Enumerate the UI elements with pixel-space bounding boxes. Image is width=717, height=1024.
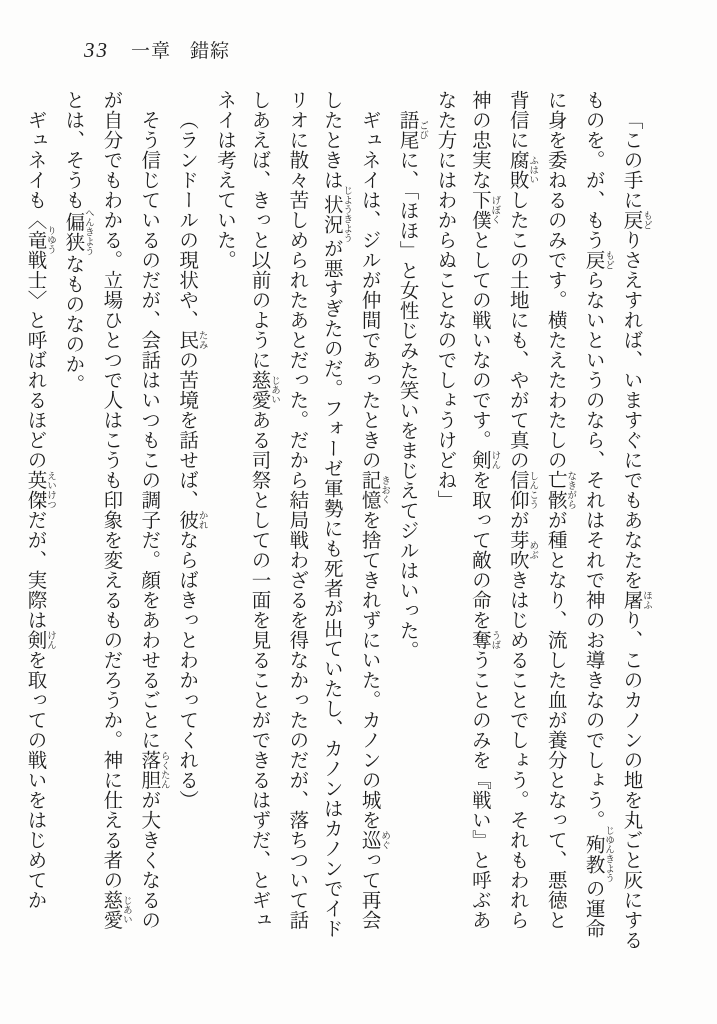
- text-line: 語尾 ごびに、「ほほ」と女性じみた笑いをまじえてジルはいった。: [396, 110, 428, 661]
- text-line: 神の忠実な下僕 げぼくとしての戦いなのです。剣 けんを取って敵の命を奪 うばうことのみを『戦い』と呼ぶあ: [468, 90, 500, 930]
- text-line: ものを。が、もう戻 もどらないというのなら、それはそれで神のお導きなのでしょう。殉教 じゆんきようの運命: [582, 90, 614, 939]
- ruby-annotated-word: 信仰 しんこう: [506, 470, 538, 510]
- text-line: しあえば、きっと以前のように慈愛 じあいある司祭としての一面を見ることができるはずだ、とギュ: [248, 90, 279, 930]
- ruby-annotated-word: 下僕 げぼく: [468, 190, 500, 230]
- ruby-annotated-word: 屠 ほふ: [620, 590, 651, 611]
- ruby-annotated-word: 慈愛 じあい: [100, 890, 131, 930]
- text-line: 「この手に戻 もどりさえすれば、いますぐにでもあなたを屠 ほふり、このカノンの地を丸ごと灰にする: [620, 110, 651, 951]
- text-line: 背信に腐敗 ふはいしたこの土地にも、やがて真の信仰 しんこうが芽吹 めぶきはじめることでしょう。それもわれら: [506, 90, 538, 930]
- ruby-annotated-word: 芽吹 めぶ: [506, 530, 538, 570]
- running-head: [84, 36, 230, 63]
- text-line: ネイは考えていた。: [214, 90, 236, 270]
- body-text: [24, 90, 651, 962]
- ruby-annotated-word: 英傑 えいけつ: [24, 470, 55, 511]
- text-line: （ランドールの現状や、民 たみの苦境を話せば、彼 かれならばきっとわかってくれる）: [176, 110, 207, 811]
- text-line: したときは状況 じようきようが悪すぎたのだ。フォーゼ軍勢にも死者が出ていたし、カノンはカノンでイド: [320, 90, 352, 939]
- chapter-number: 一章: [131, 41, 172, 62]
- ruby-annotated-word: 慈愛 じあい: [248, 370, 279, 410]
- ruby-annotated-word: 腐敗 ふはい: [506, 150, 538, 190]
- ruby-annotated-word: 剣 けん: [24, 630, 55, 651]
- ruby-annotated-word: 偏狭 へんきよう: [62, 208, 93, 256]
- ruby-annotated-word: 落胆 らくたん: [138, 750, 169, 791]
- text-line: に身を委ねるのみです。横たえたわたしの亡骸 なきがらが種となり、流した血が養分となって、悪徳と: [544, 90, 576, 930]
- text-line: なた方にはわからぬことなのでしょうけどね」: [434, 90, 456, 510]
- ruby-annotated-word: 亡骸 なきがら: [544, 470, 576, 510]
- page-number: 33: [84, 38, 109, 62]
- ruby-annotated-word: 戻 もど: [620, 210, 651, 231]
- text-line: リオに散々苦しめられたあとだった。だから結局戦わざるを得なかったのだが、落ちついて話: [286, 90, 308, 930]
- ruby-annotated-word: 戻 もど: [582, 250, 614, 270]
- text-line: が自分でもわかる。立場ひとつで人はこうも印象を変えるものだろうか。神に仕える者の慈愛 じあい: [100, 90, 131, 930]
- text-line: ギュネイも〈竜 りゆう戦士〉と呼ばれるほどの英傑 えいけつだが、実際は剣 けんを取っての戦いをはじめてか: [24, 110, 55, 911]
- ruby-annotated-word: 殉教 じゆんきよう: [582, 825, 614, 883]
- text-line: ギュネイは、ジルが仲間であったときの記憶 きおくを捨てきれずにいた。カノンの城を巡 めぐって再会: [358, 110, 390, 931]
- ruby-annotated-word: 状況 じようきよう: [320, 185, 352, 243]
- ruby-annotated-word: 巡 めぐ: [358, 830, 390, 851]
- ruby-annotated-word: 彼 かれ: [176, 510, 207, 531]
- ruby-annotated-word: 民 たみ: [176, 330, 207, 351]
- text-line: そう信じているのだが、会話はいつもこの調子だ。顔をあわせるごとに落胆 らくたんが大きくなるの: [138, 110, 169, 931]
- ruby-annotated-word: 語尾 ごび: [396, 110, 428, 151]
- ruby-annotated-word: 記憶 きおく: [358, 470, 390, 511]
- ruby-annotated-word: 剣 けん: [468, 450, 500, 470]
- chapter-title: 錯綜: [190, 41, 231, 62]
- ruby-annotated-word: 奪 うば: [468, 630, 500, 650]
- text-line: とは、そうも偏狭 へんきようなものなのか。: [62, 90, 93, 394]
- ruby-annotated-word: 竜 りゆう: [24, 226, 55, 255]
